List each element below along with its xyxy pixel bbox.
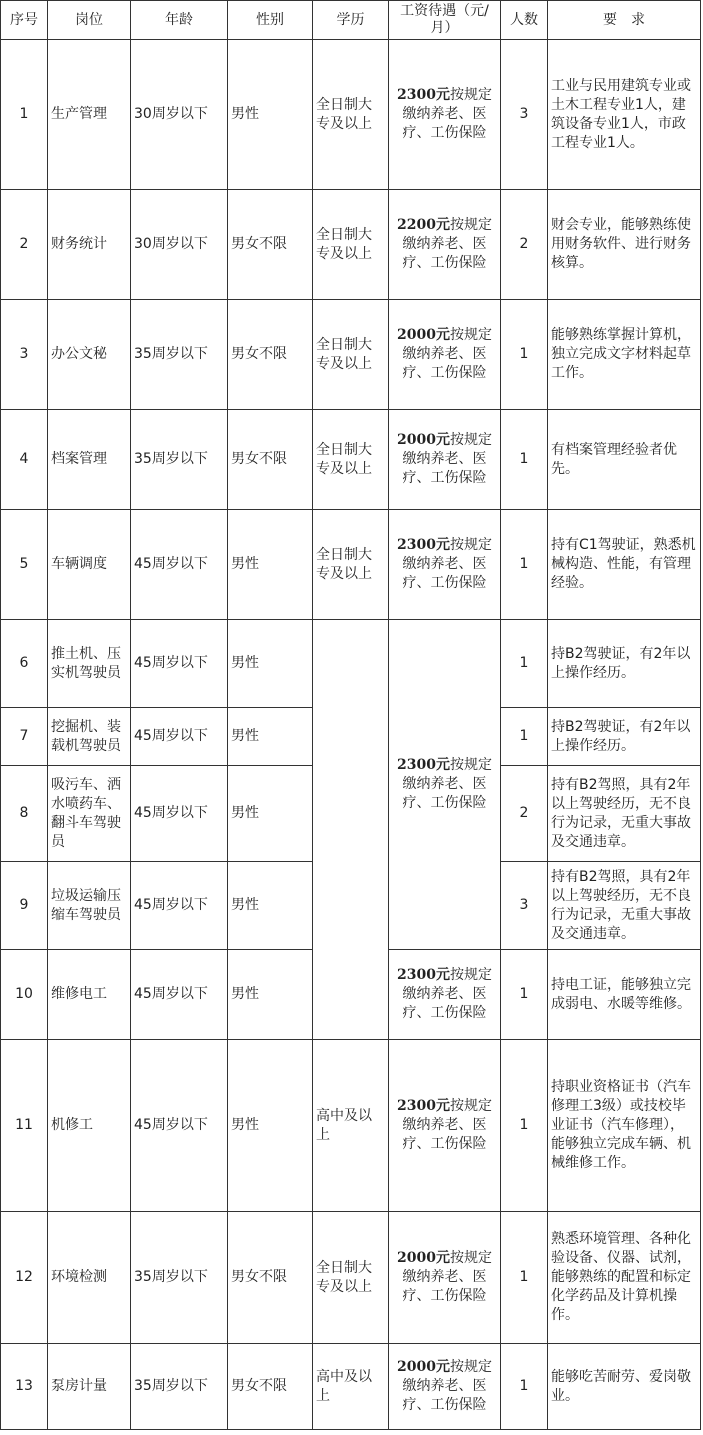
row-count: 1 [501,1344,548,1430]
pay-amount: 2300元 [397,1098,450,1114]
pay-suffix: 按规定缴纳养老、医疗、工伤保险 [402,1359,492,1413]
row-count: 2 [501,766,548,862]
row-age: 45周岁以下 [131,708,228,766]
row-no: 7 [1,708,48,766]
header-position: 岗位 [48,1,131,40]
row-no: 2 [1,190,48,300]
row-requirements: 熟悉环境管理、各种化验设备、仪器、试剂，能够熟练的配置和标定化学药品及计算机操作。 [548,1212,701,1344]
row-gender: 男女不限 [228,300,313,410]
pay-amount: 2000元 [397,327,450,343]
row-no: 13 [1,1344,48,1430]
row-no: 3 [1,300,48,410]
row-age: 35周岁以下 [131,1344,228,1430]
row-requirements: 持有B2驾照，具有2年以上驾驶经历，无不良行为记录，无重大事故及交通违章。 [548,766,701,862]
row-pay [389,1212,501,1344]
row-age: 35周岁以下 [131,300,228,410]
row-gender: 男性 [228,40,313,190]
row-education: 全日制大专及以上 [313,410,389,510]
row-education: 高中及以上 [313,1344,389,1430]
row-position: 环境检测 [48,1212,131,1344]
header-row [1,1,701,40]
row-age: 45周岁以下 [131,766,228,862]
row-requirements: 财会专业，能够熟练使用财务软件、进行财务核算。 [548,190,701,300]
row-age: 30周岁以下 [131,190,228,300]
row-age: 45周岁以下 [131,950,228,1040]
table-row [1,40,701,190]
pay-amount: 2300元 [397,757,450,773]
row-gender: 男女不限 [228,1212,313,1344]
row-pay [389,190,501,300]
pay-amount: 2200元 [397,217,450,233]
header-requirements: 要 求 [548,1,701,40]
pay-suffix: 按规定缴纳养老、医疗、工伤保险 [402,87,492,141]
row-no: 12 [1,1212,48,1344]
row-position: 垃圾运输压缩车驾驶员 [48,862,131,950]
row-position: 车辆调度 [48,510,131,620]
row-requirements: 持职业资格证书（汽车修理工3级）或技校毕业证书（汽车修理），能够独立完成车辆、机械维修工作。 [548,1040,701,1212]
row-gender: 男性 [228,708,313,766]
row-count: 3 [501,862,548,950]
row-gender: 男女不限 [228,190,313,300]
row-requirements: 持B2驾驶证，有2年以上操作经历。 [548,620,701,708]
row-position: 吸污车、洒水喷药车、翻斗车驾驶员 [48,766,131,862]
row-age: 30周岁以下 [131,40,228,190]
row-age: 45周岁以下 [131,862,228,950]
row-education: 高中及以上 [313,1040,389,1212]
row-pay [389,410,501,510]
row-requirements: 持B2驾驶证，有2年以上操作经历。 [548,708,701,766]
row-count: 1 [501,510,548,620]
row-count: 1 [501,1212,548,1344]
pay-amount: 2000元 [397,1359,450,1375]
row-requirements: 持电工证，能够独立完成弱电、水暖等维修。 [548,950,701,1040]
pay-suffix: 按规定缴纳养老、医疗、工伤保险 [402,537,492,591]
row-gender: 男女不限 [228,410,313,510]
row-position: 挖掘机、装载机驾驶员 [48,708,131,766]
row-requirements: 能够吃苦耐劳、爱岗敬业。 [548,1344,701,1430]
table-row [1,510,701,620]
row-pay-merged [389,620,501,950]
pay-suffix: 按规定缴纳养老、医疗、工伤保险 [402,327,492,381]
row-gender: 男性 [228,950,313,1040]
row-requirements: 持有B2驾照，具有2年以上驾驶经历，无不良行为记录，无重大事故及交通违章。 [548,862,701,950]
row-pay [389,1344,501,1430]
row-position: 生产管理 [48,40,131,190]
row-pay [389,40,501,190]
row-count: 1 [501,708,548,766]
row-gender: 男性 [228,862,313,950]
table-row [1,1212,701,1344]
row-age: 35周岁以下 [131,410,228,510]
pay-suffix: 按规定缴纳养老、医疗、工伤保险 [402,1098,492,1152]
pay-amount: 2000元 [397,432,450,448]
row-position: 推土机、压实机驾驶员 [48,620,131,708]
table-row [1,620,701,708]
row-count: 1 [501,950,548,1040]
row-position: 档案管理 [48,410,131,510]
row-no: 6 [1,620,48,708]
row-education: 全日制大专及以上 [313,40,389,190]
row-age: 35周岁以下 [131,1212,228,1344]
pay-suffix: 按规定缴纳养老、医疗、工伤保险 [402,1250,492,1304]
row-position: 机修工 [48,1040,131,1212]
row-no: 11 [1,1040,48,1212]
header-pay: 工资待遇（元/月） [389,1,501,40]
row-gender: 男性 [228,620,313,708]
row-gender: 男性 [228,766,313,862]
row-no: 5 [1,510,48,620]
row-no: 10 [1,950,48,1040]
row-age: 45周岁以下 [131,1040,228,1212]
row-education-merged [313,620,389,1040]
row-pay [389,1040,501,1212]
row-requirements: 持有C1驾驶证，熟悉机械构造、性能，有管理经验。 [548,510,701,620]
row-requirements: 工业与民用建筑专业或土木工程专业1人，建筑设备专业1人，市政工程专业1人。 [548,40,701,190]
row-pay [389,300,501,410]
row-gender: 男性 [228,1040,313,1212]
row-requirements: 有档案管理经验者优先。 [548,410,701,510]
row-gender: 男性 [228,510,313,620]
row-pay [389,950,501,1040]
row-pay [389,510,501,620]
row-position: 财务统计 [48,190,131,300]
row-education: 全日制大专及以上 [313,190,389,300]
pay-amount: 2300元 [397,87,450,103]
table-row [1,300,701,410]
row-no: 4 [1,410,48,510]
pay-amount: 2300元 [397,537,450,553]
row-position: 办公文秘 [48,300,131,410]
pay-amount: 2000元 [397,1250,450,1266]
pay-suffix: 按规定缴纳养老、医疗、工伤保险 [402,757,492,811]
pay-suffix: 按规定缴纳养老、医疗、工伤保险 [402,432,492,486]
header-count: 人数 [501,1,548,40]
table-row [1,1344,701,1430]
header-no: 序号 [1,1,48,40]
table-row [1,410,701,510]
row-education: 全日制大专及以上 [313,510,389,620]
pay-amount: 2300元 [397,967,450,983]
row-age: 45周岁以下 [131,510,228,620]
row-education: 全日制大专及以上 [313,300,389,410]
pay-suffix: 按规定缴纳养老、医疗、工伤保险 [402,217,492,271]
row-age: 45周岁以下 [131,620,228,708]
header-education: 学历 [313,1,389,40]
row-no: 1 [1,40,48,190]
table-row [1,190,701,300]
row-position: 维修电工 [48,950,131,1040]
row-no: 8 [1,766,48,862]
row-count: 2 [501,190,548,300]
row-gender: 男女不限 [228,1344,313,1430]
pay-suffix: 按规定缴纳养老、医疗、工伤保险 [402,967,492,1021]
header-gender: 性别 [228,1,313,40]
table-row [1,1040,701,1212]
header-age: 年龄 [131,1,228,40]
row-no: 9 [1,862,48,950]
row-position: 泵房计量 [48,1344,131,1430]
row-count: 1 [501,620,548,708]
row-requirements: 能够熟练掌握计算机，独立完成文字材料起草工作。 [548,300,701,410]
row-count: 1 [501,410,548,510]
row-education: 全日制大专及以上 [313,1212,389,1344]
row-count: 3 [501,40,548,190]
row-count: 1 [501,300,548,410]
row-count: 1 [501,1040,548,1212]
